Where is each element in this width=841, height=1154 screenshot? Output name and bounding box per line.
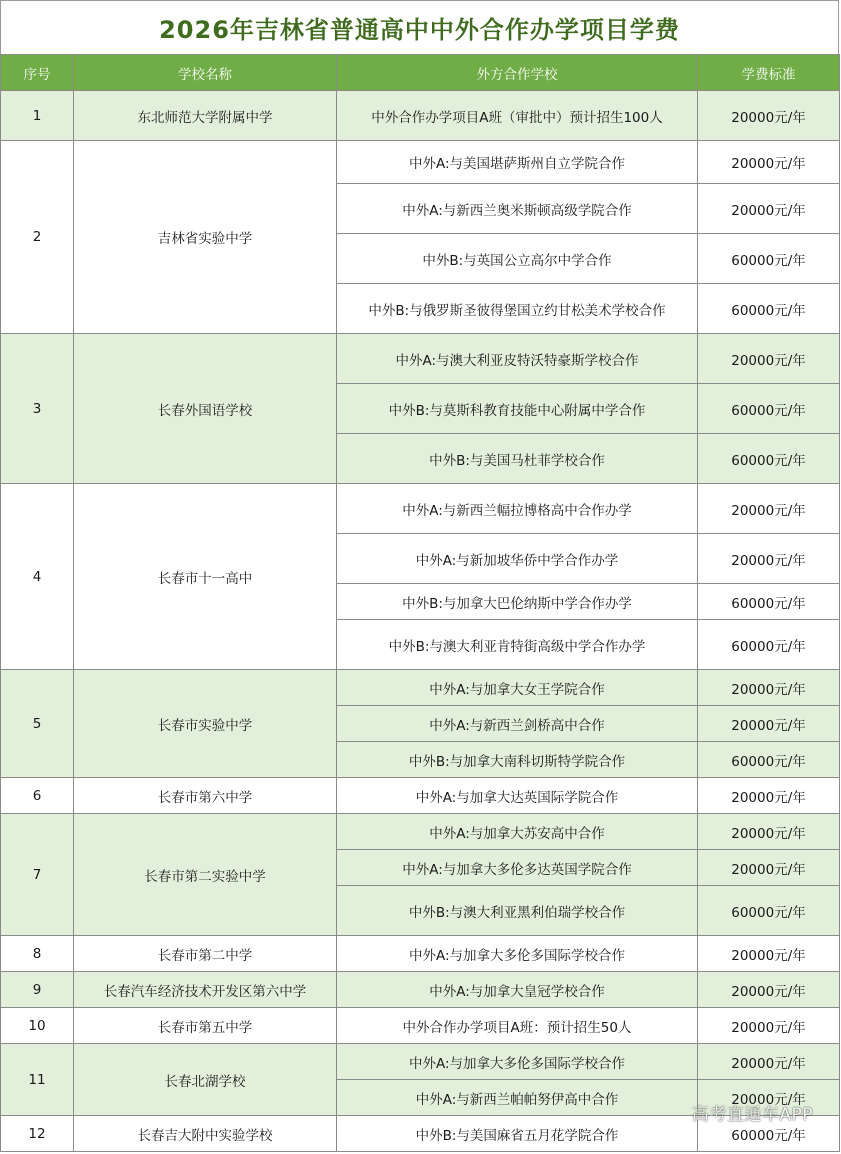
program-cell: 中外B:与澳大利亚肯特街高级中学合作办学 <box>337 620 698 670</box>
table-row <box>1 1008 840 1044</box>
row-index: 6 <box>1 778 74 814</box>
school-name: 长春市第二实验中学 <box>74 814 337 936</box>
fee-cell: 20000元/年 <box>698 91 840 141</box>
row-index: 7 <box>1 814 74 936</box>
fee-cell: 20000元/年 <box>698 1044 840 1080</box>
program-cell: 中外A:与澳大利亚皮特沃特豪斯学校合作 <box>337 334 698 384</box>
table-row <box>1 814 840 850</box>
row-index: 10 <box>1 1008 74 1044</box>
school-name: 东北师范大学附属中学 <box>74 91 337 141</box>
program-cell: 中外B:与澳大利亚黑利伯瑞学校合作 <box>337 886 698 936</box>
fee-cell: 20000元/年 <box>698 184 840 234</box>
program-cell: 中外A:与加拿大苏安高中合作 <box>337 814 698 850</box>
program-cell: 中外B:与俄罗斯圣彼得堡国立约甘松美术学校合作 <box>337 284 698 334</box>
table-row <box>1 936 840 972</box>
school-name: 长春市第二中学 <box>74 936 337 972</box>
program-cell: 中外A:与新西兰奥米斯顿高级学院合作 <box>337 184 698 234</box>
fee-cell: 20000元/年 <box>698 850 840 886</box>
header-partner: 外方合作学校 <box>337 55 698 91</box>
program-cell: 中外A:与新西兰幅拉博格高中合作办学 <box>337 484 698 534</box>
program-cell: 中外A:与加拿大皇冠学校合作 <box>337 972 698 1008</box>
program-cell: 中外A:与加拿大多伦多国际学校合作 <box>337 936 698 972</box>
fee-cell: 60000元/年 <box>698 1116 840 1152</box>
fee-cell: 60000元/年 <box>698 886 840 936</box>
school-name: 长春外国语学校 <box>74 334 337 484</box>
fee-cell: 60000元/年 <box>698 742 840 778</box>
title-bar <box>0 0 839 54</box>
program-cell: 中外B:与英国公立高尔中学合作 <box>337 234 698 284</box>
table-row <box>1 91 840 141</box>
table-row <box>1 334 840 384</box>
fee-cell: 20000元/年 <box>698 778 840 814</box>
fee-cell: 20000元/年 <box>698 706 840 742</box>
row-index: 11 <box>1 1044 74 1116</box>
program-cell: 中外A:与加拿大多伦多国际学校合作 <box>337 1044 698 1080</box>
watermark: 高考直通车APP <box>691 1105 813 1125</box>
program-cell: 中外B:与美国麻省五月花学院合作 <box>337 1116 698 1152</box>
fee-cell: 60000元/年 <box>698 620 840 670</box>
row-index: 5 <box>1 670 74 778</box>
fee-cell: 20000元/年 <box>698 484 840 534</box>
school-name: 长春市第五中学 <box>74 1008 337 1044</box>
fee-cell: 60000元/年 <box>698 284 840 334</box>
program-cell: 中外B:与加拿大南科切斯特学院合作 <box>337 742 698 778</box>
school-name: 长春吉大附中实验学校 <box>74 1116 337 1152</box>
header-fee: 学费标准 <box>698 55 840 91</box>
program-cell: 中外A:与新加坡华侨中学合作办学 <box>337 534 698 584</box>
fee-cell: 20000元/年 <box>698 534 840 584</box>
school-name: 长春汽车经济技术开发区第六中学 <box>74 972 337 1008</box>
program-cell: 中外A:与加拿大达英国际学院合作 <box>337 778 698 814</box>
school-name: 长春市第六中学 <box>74 778 337 814</box>
header-index: 序号 <box>1 55 74 91</box>
row-index: 8 <box>1 936 74 972</box>
program-cell: 中外A:与加拿大女王学院合作 <box>337 670 698 706</box>
school-name: 长春市实验中学 <box>74 670 337 778</box>
row-index: 12 <box>1 1116 74 1152</box>
table-row <box>1 1044 840 1080</box>
table-row <box>1 972 840 1008</box>
school-name: 长春市十一高中 <box>74 484 337 670</box>
fee-cell: 20000元/年 <box>698 936 840 972</box>
fee-cell: 60000元/年 <box>698 434 840 484</box>
fee-cell: 20000元/年 <box>698 1080 840 1116</box>
program-cell: 中外B:与加拿大巴伦纳斯中学合作办学 <box>337 584 698 620</box>
row-index: 2 <box>1 141 74 334</box>
row-index: 9 <box>1 972 74 1008</box>
program-cell: 中外A:与美国堪萨斯州自立学院合作 <box>337 141 698 184</box>
program-cell: 中外A:与加拿大多伦多达英国学院合作 <box>337 850 698 886</box>
school-name: 长春北湖学校 <box>74 1044 337 1116</box>
row-index: 3 <box>1 334 74 484</box>
header-school: 学校名称 <box>74 55 337 91</box>
fee-cell: 60000元/年 <box>698 234 840 284</box>
fee-cell: 20000元/年 <box>698 670 840 706</box>
program-cell: 中外A:与新西兰帕帕努伊高中合作 <box>337 1080 698 1116</box>
school-name: 吉林省实验中学 <box>74 141 337 334</box>
program-cell: 中外B:与美国马杜菲学校合作 <box>337 434 698 484</box>
program-cell: 中外B:与莫斯科教育技能中心附属中学合作 <box>337 384 698 434</box>
fee-cell: 60000元/年 <box>698 584 840 620</box>
tuition-table <box>0 54 840 1152</box>
row-index: 1 <box>1 91 74 141</box>
row-index: 4 <box>1 484 74 670</box>
page-title: 2026年吉林省普通高中中外合作办学项目学费 <box>159 16 680 44</box>
table-row <box>1 141 840 184</box>
fee-cell: 20000元/年 <box>698 972 840 1008</box>
fee-cell: 20000元/年 <box>698 334 840 384</box>
table-row <box>1 778 840 814</box>
program-cell: 中外合作办学项目A班：预计招生50人 <box>337 1008 698 1044</box>
fee-cell: 60000元/年 <box>698 384 840 434</box>
program-cell: 中外A:与新西兰剑桥高中合作 <box>337 706 698 742</box>
fee-cell: 20000元/年 <box>698 1008 840 1044</box>
table-header-row <box>1 55 840 91</box>
table-row <box>1 484 840 534</box>
program-cell: 中外合作办学项目A班（审批中）预计招生100人 <box>337 91 698 141</box>
table-row <box>1 670 840 706</box>
fee-cell: 20000元/年 <box>698 814 840 850</box>
fee-cell: 20000元/年 <box>698 141 840 184</box>
